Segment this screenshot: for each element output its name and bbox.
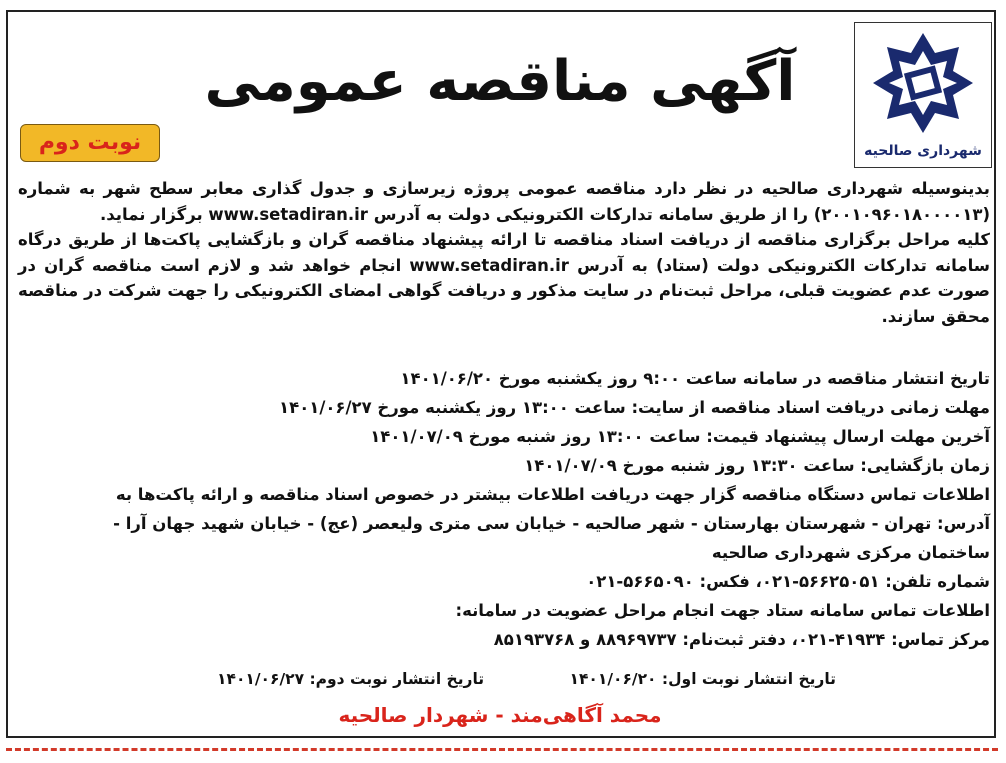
divider <box>6 748 998 751</box>
body-paragraph: بدینوسیله شهرداری صالحیه در نظر دارد مناقصه عمومی پروژه زیرسازی و جدول گذاری معابر سطح شهر به شماره (۲۰۰۱۰۹۶۰۱۸۰۰۰۰۱۳) را از طریق سامانه تدارکات الکترونیکی دولت به آدرس www.setadiran.ir برگزار نماید. <box>18 179 990 224</box>
bid-deadline-line: آخرین مهلت ارسال پیشنهاد قیمت: ساعت ۱۳:۰۰ روز شنبه مورخ ۱۴۰۱/۰۷/۰۹ <box>370 427 990 446</box>
setad-contact-line: مرکز تماس: ۴۱۹۳۴-۰۲۱، دفتر ثبت‌نام: ۸۸۹۶۹۷۳۷ و ۸۵۱۹۳۷۶۸ <box>493 630 990 649</box>
address-line: آدرس: تهران - شهرستان بهارستان - شهر صالحیه - خیابان سی متری ولیعصر (عج) - خیابان شهید جهان آرا - <box>113 514 990 533</box>
phone-line: شماره تلفن: ۵۶۶۲۵۰۵۱-۰۲۱، فکس: ۵۶۶۵۰۹۰-۰۲۱ <box>586 572 990 591</box>
document-deadline-line: مهلت زمانی دریافت اسناد مناقصه از سایت: ساعت ۱۳:۰۰ روز یکشنبه مورخ ۱۴۰۱/۰۶/۲۷ <box>279 398 990 417</box>
publish-date-line: تاریخ انتشار مناقصه در سامانه ساعت ۹:۰۰ روز یکشنبه مورخ ۱۴۰۱/۰۶/۲۰ <box>400 369 990 388</box>
logo <box>854 22 992 168</box>
first-publication-date: تاریخ انتشار نوبت اول: ۱۴۰۱/۰۶/۲۰ <box>569 670 836 688</box>
notice-title: آگهی مناقصه عمومی <box>204 49 796 114</box>
contact-heading: اطلاعات تماس دستگاه مناقصه گزار جهت دریافت اطلاعات بیشتر در خصوص اسناد مناقصه و ارائه پاکت‌ها به <box>115 485 990 504</box>
municipality-emblem-icon <box>869 29 977 137</box>
body-paragraph: کلیه مراحل برگزاری مناقصه از دریافت اسناد مناقصه تا ارائه پیشنهاد مناقصه گران و بازگشایی پاکت‌ها از طریق درگاه سامانه تدارکات الکترونیکی دولت (ستاد) به آدرس www.setadiran.ir انجام خواهد شد و لازم است مناقصه گران در صورت عدم عضویت قبلی، مراحل ثبت‌نام در سایت مذکور و دریافت گواهی امضای الکترونیکی را جهت شرکت در مناقصه محقق سازند. <box>18 230 990 326</box>
round-badge: نوبت دوم <box>20 124 160 162</box>
publication-dates <box>217 670 836 688</box>
logo-caption: شهرداری صالحیه <box>864 143 982 159</box>
address-line: ساختمان مرکزی شهرداری صالحیه <box>711 543 990 562</box>
opening-date-line: زمان بازگشایی: ساعت ۱۳:۳۰ روز شنبه مورخ ۱۴۰۱/۰۷/۰۹ <box>524 456 990 475</box>
second-publication-date: تاریخ انتشار نوبت دوم: ۱۴۰۱/۰۶/۲۷ <box>217 670 485 688</box>
signature: محمد آگاهی‌مند - شهردار صالحیه <box>338 703 662 727</box>
notice-body <box>18 176 990 330</box>
setad-heading: اطلاعات تماس سامانه ستاد جهت انجام مراحل عضویت در سامانه: <box>455 601 990 620</box>
